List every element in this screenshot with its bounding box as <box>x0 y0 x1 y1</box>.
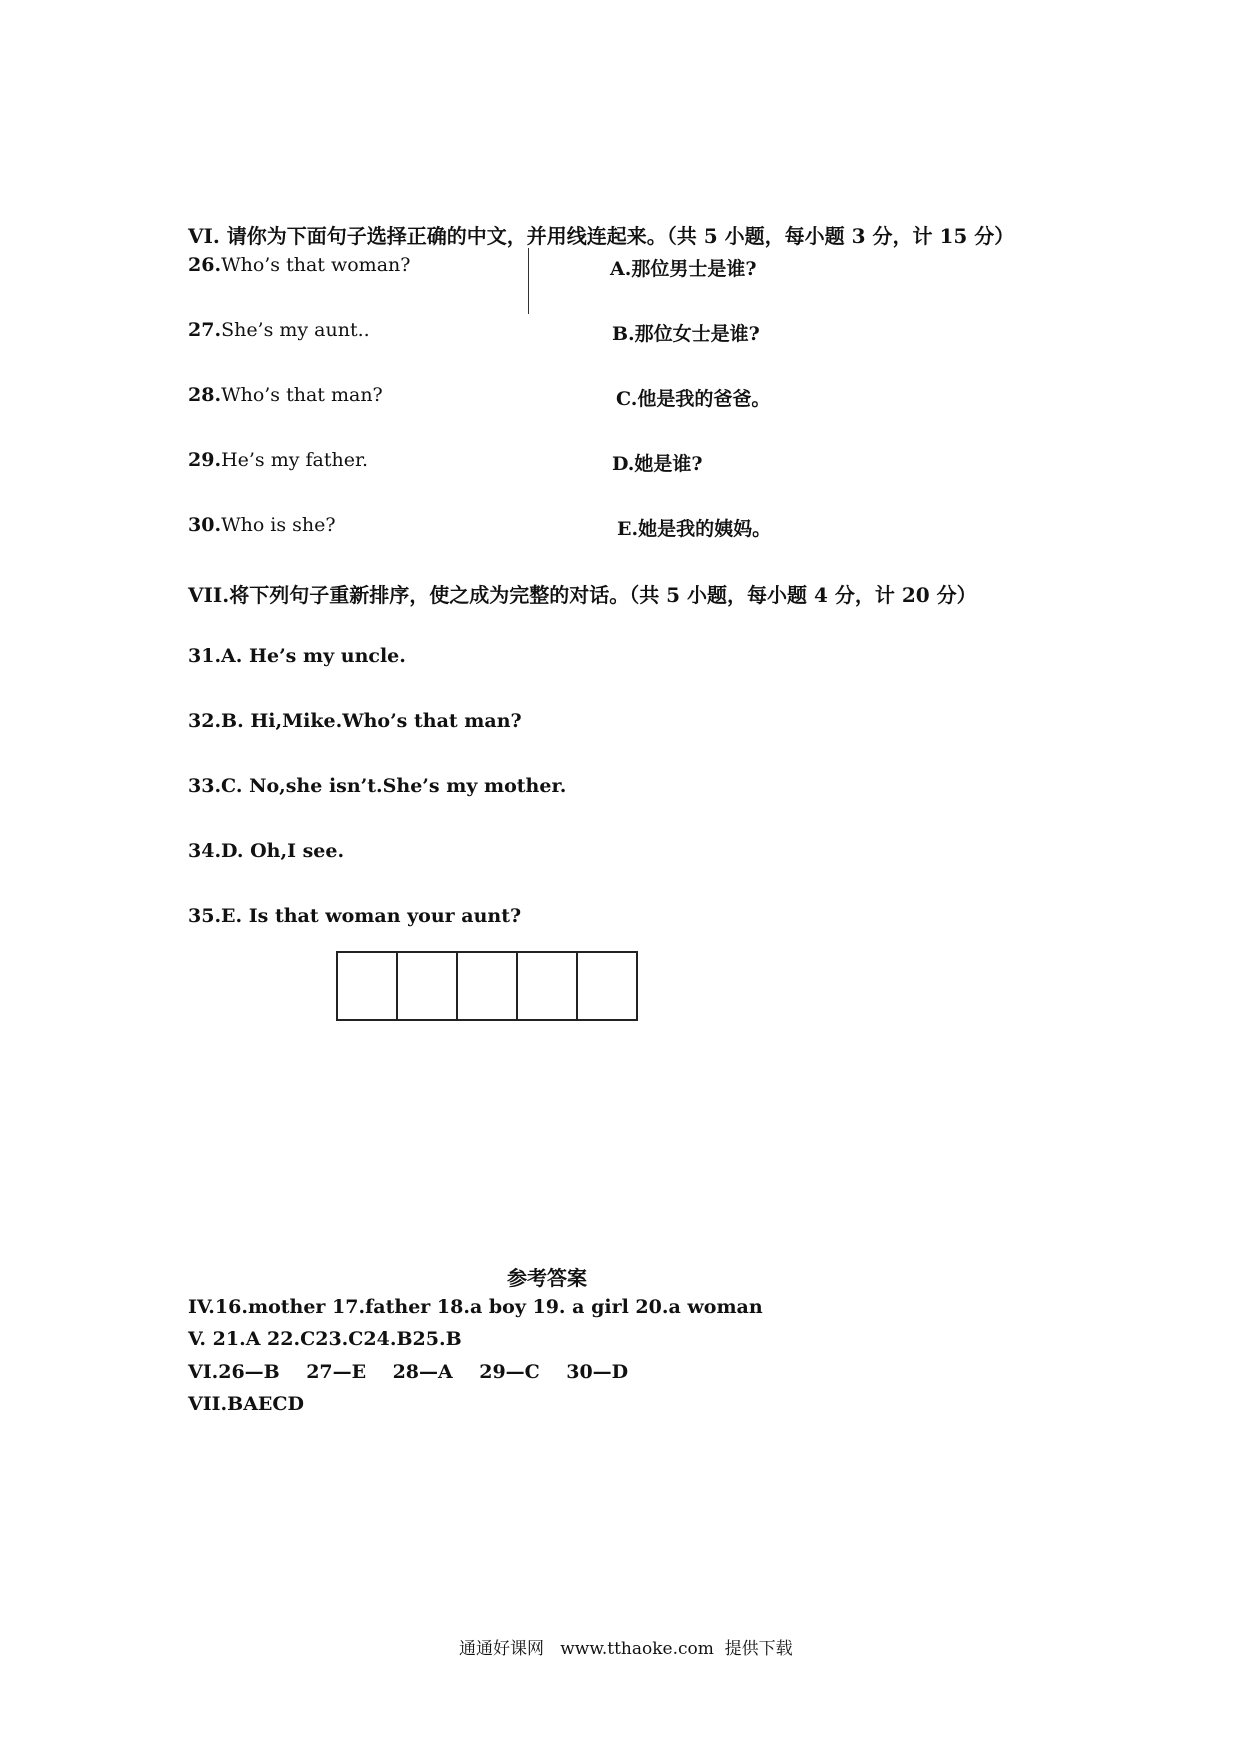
answer-cell[interactable] <box>458 953 518 1019</box>
question-text: Who’s that man? <box>221 384 383 406</box>
answer-cell[interactable] <box>398 953 458 1019</box>
question-number: 26. <box>188 254 222 276</box>
question-26 <box>188 254 410 276</box>
answer-line-6: VI.26—B 27—E 28—A 29—C 30—D <box>188 1361 629 1383</box>
question-number: 27. <box>188 319 222 341</box>
answer-line-7: VII.BAECD <box>188 1393 305 1415</box>
question-text: Who’s that woman? <box>221 254 411 276</box>
option-e: E.她是我的姨妈。 <box>617 518 772 540</box>
question-text: She’s my aunt.. <box>221 319 370 341</box>
question-text: He’s my father. <box>221 449 369 471</box>
question-number: 29. <box>188 449 222 471</box>
footer-text: 通通好课网 www.tthaoke.com 提供下载 <box>459 1639 793 1659</box>
answer-cell[interactable] <box>578 953 638 1019</box>
question-27 <box>188 319 370 341</box>
option-d: D.她是谁? <box>612 453 703 475</box>
sentence-33: 33.C. No,she isn’t.She’s my mother. <box>188 775 567 797</box>
answer-line-4: IV.16.mother 17.father 18.a boy 19. a girl 20.a woman <box>188 1296 763 1318</box>
section-6-heading: VI. 请你为下面句子选择正确的中文，并用线连起来。（共 5 小题，每小题 3 分，计 15 分） <box>188 224 1015 248</box>
sentence-35: 35.E. Is that woman your aunt? <box>188 905 522 927</box>
answer-cell[interactable] <box>518 953 578 1019</box>
question-number: 30. <box>188 514 222 536</box>
question-28 <box>188 384 383 406</box>
answer-cell[interactable] <box>338 953 398 1019</box>
option-c: C.他是我的爸爸。 <box>616 388 771 410</box>
answer-grid <box>336 951 638 1021</box>
sentence-32: 32.B. Hi,Mike.Who’s that man? <box>188 710 522 732</box>
question-30 <box>188 514 336 536</box>
answer-line-5: V. 21.A 22.C23.C24.B25.B <box>188 1328 462 1350</box>
divider-line <box>528 248 529 314</box>
option-a: A.那位男士是谁? <box>610 258 757 280</box>
question-29 <box>188 449 368 471</box>
option-b: B.那位女士是谁? <box>612 323 760 345</box>
question-text: Who is she? <box>221 514 336 536</box>
answer-key-title: 参考答案 <box>507 1266 587 1290</box>
section-7-heading: VII.将下列句子重新排序，使之成为完整的对话。（共 5 小题，每小题 4 分，计 20 分） <box>188 583 977 607</box>
question-number: 28. <box>188 384 222 406</box>
sentence-31: 31.A. He’s my uncle. <box>188 645 406 667</box>
sentence-34: 34.D. Oh,I see. <box>188 840 345 862</box>
